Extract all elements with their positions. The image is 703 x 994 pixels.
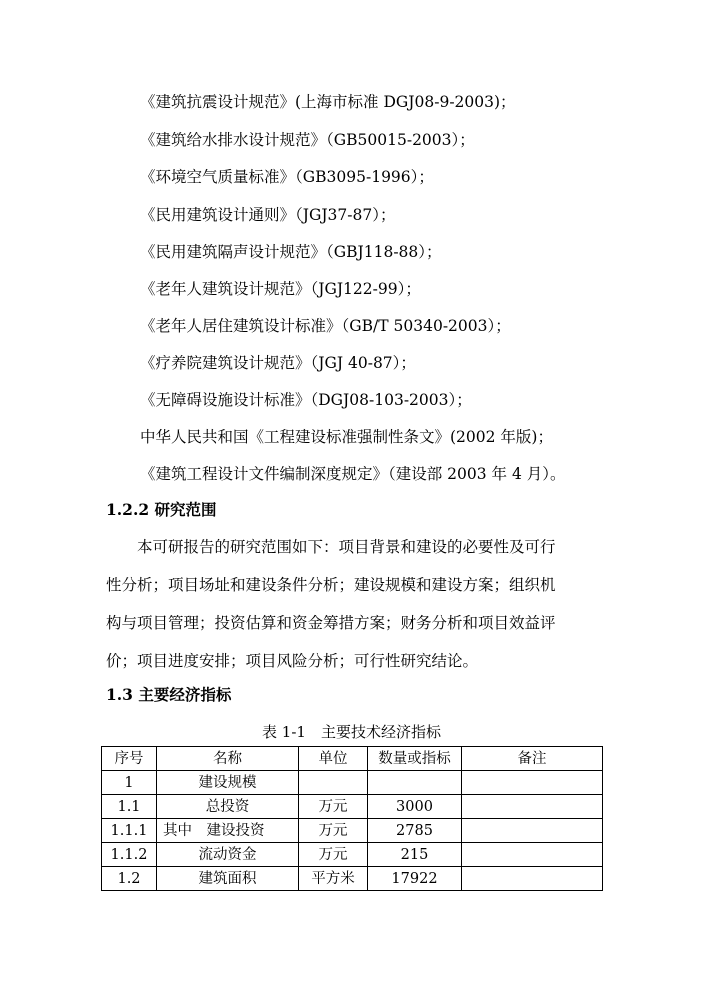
cell-unit: 平方米 — [299, 867, 368, 891]
table-row — [102, 843, 603, 867]
section-heading-1-2-2: 1.2.2 研究范围 — [106, 500, 217, 519]
cell-unit: 万元 — [299, 843, 368, 867]
cell-no: 1.2 — [102, 867, 157, 891]
paragraph-line: 构与项目管理；投资估算和资金筹措方案；财务分析和项目效益评 — [106, 614, 556, 632]
cell-value: 3000 — [368, 795, 462, 819]
cell-note — [462, 771, 603, 795]
paragraph-line: 价；项目进度安排；项目风险分析；可行性研究结论。 — [106, 652, 479, 670]
cell-value: 2785 — [368, 819, 462, 843]
reference-line: 《建筑抗震设计规范》(上海市标准 DGJ08-9-2003)； — [140, 93, 516, 111]
column-header: 序号 — [102, 747, 157, 771]
cell-no: 1.1.1 — [102, 819, 157, 843]
scope-paragraph — [106, 528, 586, 680]
cell-value: 17922 — [368, 867, 462, 891]
reference-line: 《民用建筑设计通则》（JGJ37-87）； — [140, 206, 396, 224]
reference-line: 中华人民共和国《工程建设标准强制性条文》(2002 年版)； — [140, 428, 553, 446]
cell-value — [368, 771, 462, 795]
reference-line: 《老年人居住建筑设计标准》（GB/T 50340-2003）； — [140, 317, 511, 335]
cell-name: 建筑面积 — [157, 867, 299, 891]
column-header: 单位 — [299, 747, 368, 771]
column-header: 数量或指标 — [368, 747, 462, 771]
cell-no: 1.1 — [102, 795, 157, 819]
section-heading-1-3: 1.3 主要经济指标 — [106, 685, 232, 704]
cell-note — [462, 819, 603, 843]
column-header: 备注 — [462, 747, 603, 771]
reference-line: 《建筑工程设计文件编制深度规定》（建设部 2003 年 4 月）。 — [140, 465, 566, 483]
cell-name: 建设规模 — [157, 771, 299, 795]
cell-unit: 万元 — [299, 819, 368, 843]
column-header: 名称 — [157, 747, 299, 771]
table-caption: 表 1-1 主要技术经济指标 — [262, 723, 441, 741]
table-row — [102, 771, 603, 795]
cell-value: 215 — [368, 843, 462, 867]
reference-line: 《环境空气质量标准》（GB3095-1996）； — [140, 168, 434, 186]
cell-unit: 万元 — [299, 795, 368, 819]
table-row — [102, 819, 603, 843]
table-header-row — [102, 747, 603, 771]
table-row — [102, 795, 603, 819]
cell-no: 1 — [102, 771, 157, 795]
cell-no: 1.1.2 — [102, 843, 157, 867]
reference-line: 《民用建筑隔声设计规范》（GBJ118-88）； — [140, 243, 442, 261]
reference-line: 《无障碍设施设计标准》（DGJ08-103-2003）； — [140, 391, 472, 409]
cell-note — [462, 867, 603, 891]
cell-name: 其中 建设投资 — [157, 819, 299, 843]
reference-line: 《老年人建筑设计规范》（JGJ122-99）； — [140, 280, 421, 298]
paragraph-line: 本可研报告的研究范围如下：项目背景和建设的必要性及可行 — [106, 538, 556, 556]
cell-note — [462, 795, 603, 819]
paragraph-line: 性分析；项目场址和建设条件分析；建设规模和建设方案；组织机 — [106, 576, 556, 594]
reference-line: 《建筑给水排水设计规范》（GB50015-2003）； — [140, 131, 475, 149]
cell-name: 总投资 — [157, 795, 299, 819]
cell-name: 流动资金 — [157, 843, 299, 867]
table-row — [102, 867, 603, 891]
cell-unit — [299, 771, 368, 795]
cell-note — [462, 843, 603, 867]
reference-line: 《疗养院建筑设计规范》（JGJ 40-87）； — [140, 354, 416, 372]
economic-indicators-table — [101, 746, 603, 891]
